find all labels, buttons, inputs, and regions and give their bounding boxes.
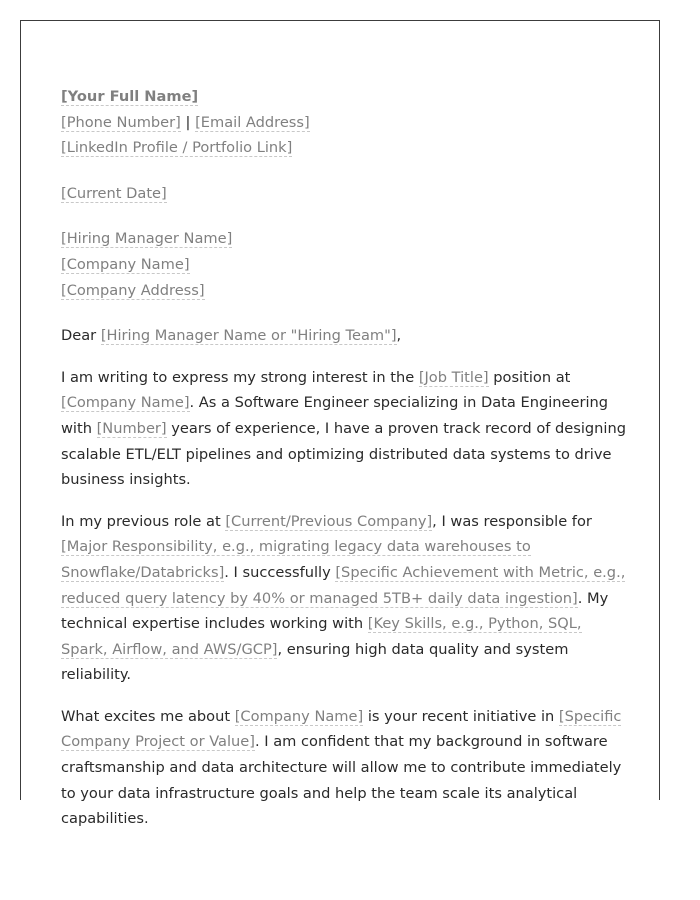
document-page	[20, 20, 660, 828]
full-name-placeholder[interactable]: [Your Full Name]	[61, 88, 199, 105]
p3-text-2: is your recent initiative in	[363, 707, 559, 725]
date-block	[61, 181, 629, 207]
prev-company-placeholder[interactable]: [Current/Previous Company]	[225, 512, 433, 530]
phone-placeholder[interactable]: [Phone Number]	[61, 113, 181, 131]
manager-name-placeholder[interactable]: [Hiring Manager Name]	[61, 230, 233, 248]
recipient-block	[61, 226, 629, 303]
paragraph-motivation	[61, 704, 629, 832]
p1-text-1: I am writing to express my strong interest in the	[61, 368, 419, 386]
p3-text-1: What excites me about	[61, 707, 235, 725]
p3-text-3: . I am confident that my background in software craftsmanship and data architecture will allow me to contribute immediately to your data infrastructure goals and help the team scale its analytical capabilities.	[61, 733, 622, 828]
paragraph-intro	[61, 365, 629, 493]
p2-text-3: . I successfully	[224, 563, 336, 581]
salutation-name-placeholder[interactable]: [Hiring Manager Name or "Hiring Team"]	[100, 327, 397, 345]
p1-text-2: position at	[488, 368, 571, 386]
salutation-prefix: Dear	[61, 327, 101, 345]
p2-text-2: , I was responsible for	[432, 512, 592, 530]
profile-link-placeholder[interactable]: [LinkedIn Profile / Portfolio Link]	[61, 139, 293, 157]
responsibility-placeholder[interactable]: [Major Responsibility, e.g., migrating legacy data warehouses to Snowflake/Databricks]	[61, 538, 531, 581]
skills-placeholder[interactable]: [Key Skills, e.g., Python, SQL, Spark, Airflow, and AWS/GCP]	[61, 615, 582, 658]
date-placeholder[interactable]: [Current Date]	[61, 184, 167, 202]
salutation-suffix: ,	[396, 327, 402, 345]
email-placeholder[interactable]: [Email Address]	[195, 113, 310, 131]
salutation	[61, 323, 629, 349]
years-placeholder[interactable]: [Number]	[96, 419, 167, 437]
company-address-placeholder[interactable]: [Company Address]	[61, 281, 205, 299]
p2-text-4: . My technical expertise includes working with	[61, 589, 609, 633]
p3-company-placeholder[interactable]: [Company Name]	[234, 707, 364, 725]
p1-text-3: . As a Software Engineer specializing in Data Engineering with	[61, 394, 609, 437]
p2-text-5: , ensuring high data quality and system reliability.	[61, 640, 569, 684]
company-name-placeholder[interactable]: [Company Name]	[61, 255, 190, 273]
p1-text-4: years of experience, I have a proven track record of designing scalable ETL/ELT pipelines and optimizing distributed data systems to drive business insights.	[61, 419, 626, 489]
sender-block	[61, 84, 629, 161]
p2-text-1: In my previous role at	[61, 512, 226, 530]
p1-company-placeholder[interactable]: [Company Name]	[61, 394, 190, 412]
cover-letter-body	[61, 84, 629, 832]
job-title-placeholder[interactable]: [Job Title]	[418, 368, 489, 386]
project-placeholder[interactable]: [Specific Company Project or Value]	[61, 707, 622, 751]
paragraph-experience	[61, 509, 629, 688]
contact-separator: |	[180, 113, 196, 131]
achievement-placeholder[interactable]: [Specific Achievement with Metric, e.g., reduced query latency by 40% or managed 5TB+ daily data ingestion]	[61, 563, 626, 607]
